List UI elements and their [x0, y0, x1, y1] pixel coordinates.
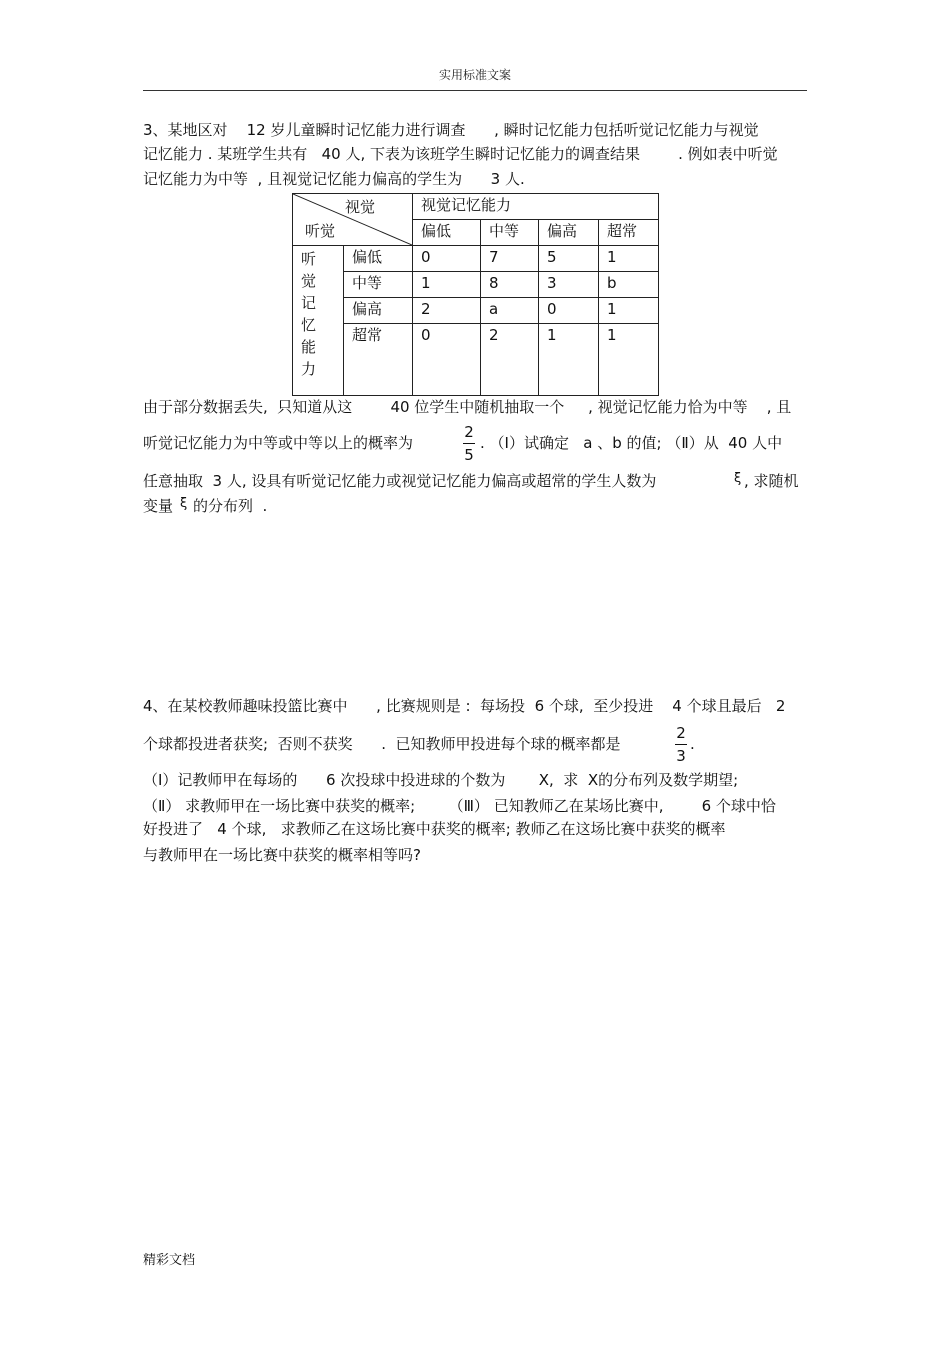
q3-line-1: 3、某地区对 12 岁儿童瞬时记忆能力进行调查 , 瞬时记忆能力包括听觉记忆能力与视觉 — [143, 121, 759, 139]
header-divider — [143, 90, 807, 91]
row-label: 偏低 — [344, 246, 413, 272]
page-footer: 精彩文档 — [143, 1253, 196, 1268]
q4-line-1: 4、在某校教师趣味投篮比赛中 , 比赛规则是 : 每场投 6 个球, 至少投进 4 个球且最后 2 — [143, 697, 786, 715]
table-cell: 1 — [413, 272, 481, 298]
col-header: 超常 — [599, 220, 659, 246]
col-header: 偏低 — [413, 220, 481, 246]
visual-header: 视觉记忆能力 — [413, 194, 659, 220]
fraction-bar — [675, 744, 687, 745]
row-group-char: 觉 — [301, 272, 317, 290]
row-group-char: 能 — [301, 338, 317, 356]
q4-line-2: 个球都投进者获奖; 否则不获奖 . 已知教师甲投进每个球的概率都是 — [143, 735, 621, 753]
q3-line-2: 记忆能力 . 某班学生共有 40 人, 下表为该班学生瞬时记忆能力的调查结果 . 例如表中听觉 — [143, 145, 778, 163]
table-cell: 0 — [413, 246, 481, 272]
row-label: 中等 — [344, 272, 413, 298]
col-header: 中等 — [481, 220, 539, 246]
xi-symbol: ξ — [734, 471, 742, 486]
corner-label-visual: 视觉 — [345, 198, 376, 216]
fraction-numerator: 2 — [464, 423, 474, 441]
table-cell: 1 — [599, 324, 659, 396]
q3-line-5b: . （Ⅰ）试确定 a 、b 的值; （Ⅱ）从 40 人中 — [480, 434, 783, 452]
table-cell: 0 — [413, 324, 481, 396]
page-header: 实用标准文案 — [438, 68, 511, 82]
table-cell: b — [599, 272, 659, 298]
q3-line-6: 任意抽取 3 人, 设具有听觉记忆能力或视觉记忆能力偏高或超常的学生人数为 — [143, 472, 657, 490]
fraction-denominator: 5 — [464, 446, 474, 464]
q3-line-6b: , 求随机 — [744, 472, 799, 490]
row-group-char: 忆 — [301, 316, 317, 334]
fraction-two-thirds — [671, 724, 691, 765]
q3-line-5: 听觉记忆能力为中等或中等以上的概率为 — [143, 434, 414, 452]
fraction-numerator: 2 — [676, 724, 686, 742]
col-header: 偏高 — [539, 220, 599, 246]
fraction-bar — [463, 443, 475, 444]
row-group-auditory — [293, 246, 344, 396]
row-group-char: 力 — [301, 360, 317, 378]
table-cell: a — [481, 298, 539, 324]
q4-line-4: （Ⅱ） 求教师甲在一场比赛中获奖的概率; （Ⅲ） 已知教师乙在某场比赛中, 6 个球中恰 — [143, 797, 776, 815]
table-cell: 2 — [413, 298, 481, 324]
q3-line-3: 记忆能力为中等 , 且视觉记忆能力偏高的学生为 3 人. — [143, 170, 525, 188]
q4-line-2b: . — [690, 735, 695, 753]
row-group-char: 记 — [301, 294, 317, 312]
q4-line-6: 与教师甲在一场比赛中获奖的概率相等吗? — [143, 846, 421, 864]
table-cell: 1 — [599, 246, 659, 272]
q4-line-5: 好投进了 4 个球, 求教师乙在这场比赛中获奖的概率; 教师乙在这场比赛中获奖的概率 — [143, 820, 726, 838]
table-cell: 5 — [539, 246, 599, 272]
corner-label-auditory: 听觉 — [305, 222, 336, 240]
table-corner-cell — [293, 194, 413, 246]
table-cell: 0 — [539, 298, 599, 324]
table-cell: 1 — [539, 324, 599, 396]
q4-line-3: （Ⅰ）记教师甲在每场的 6 次投球中投进球的个数为 X, 求 X的分布列及数学期望; — [143, 771, 739, 789]
q3-line-4: 由于部分数据丢失, 只知道从这 40 位学生中随机抽取一个 , 视觉记忆能力恰为中等 , 且 — [143, 398, 792, 416]
table-cell: 7 — [481, 246, 539, 272]
xi-symbol: ξ — [180, 496, 188, 511]
table-cell: 1 — [599, 298, 659, 324]
q3-line-7a: 变量 — [143, 497, 174, 515]
table-cell: 8 — [481, 272, 539, 298]
memory-ability-table — [292, 193, 659, 396]
table-cell: 3 — [539, 272, 599, 298]
row-label: 偏高 — [344, 298, 413, 324]
table-cell: 2 — [481, 324, 539, 396]
row-group-char: 听 — [301, 250, 317, 268]
q3-line-7b: 的分布列 . — [193, 497, 268, 515]
fraction-two-fifths — [459, 423, 479, 464]
fraction-denominator: 3 — [676, 747, 686, 765]
row-label: 超常 — [344, 324, 413, 396]
